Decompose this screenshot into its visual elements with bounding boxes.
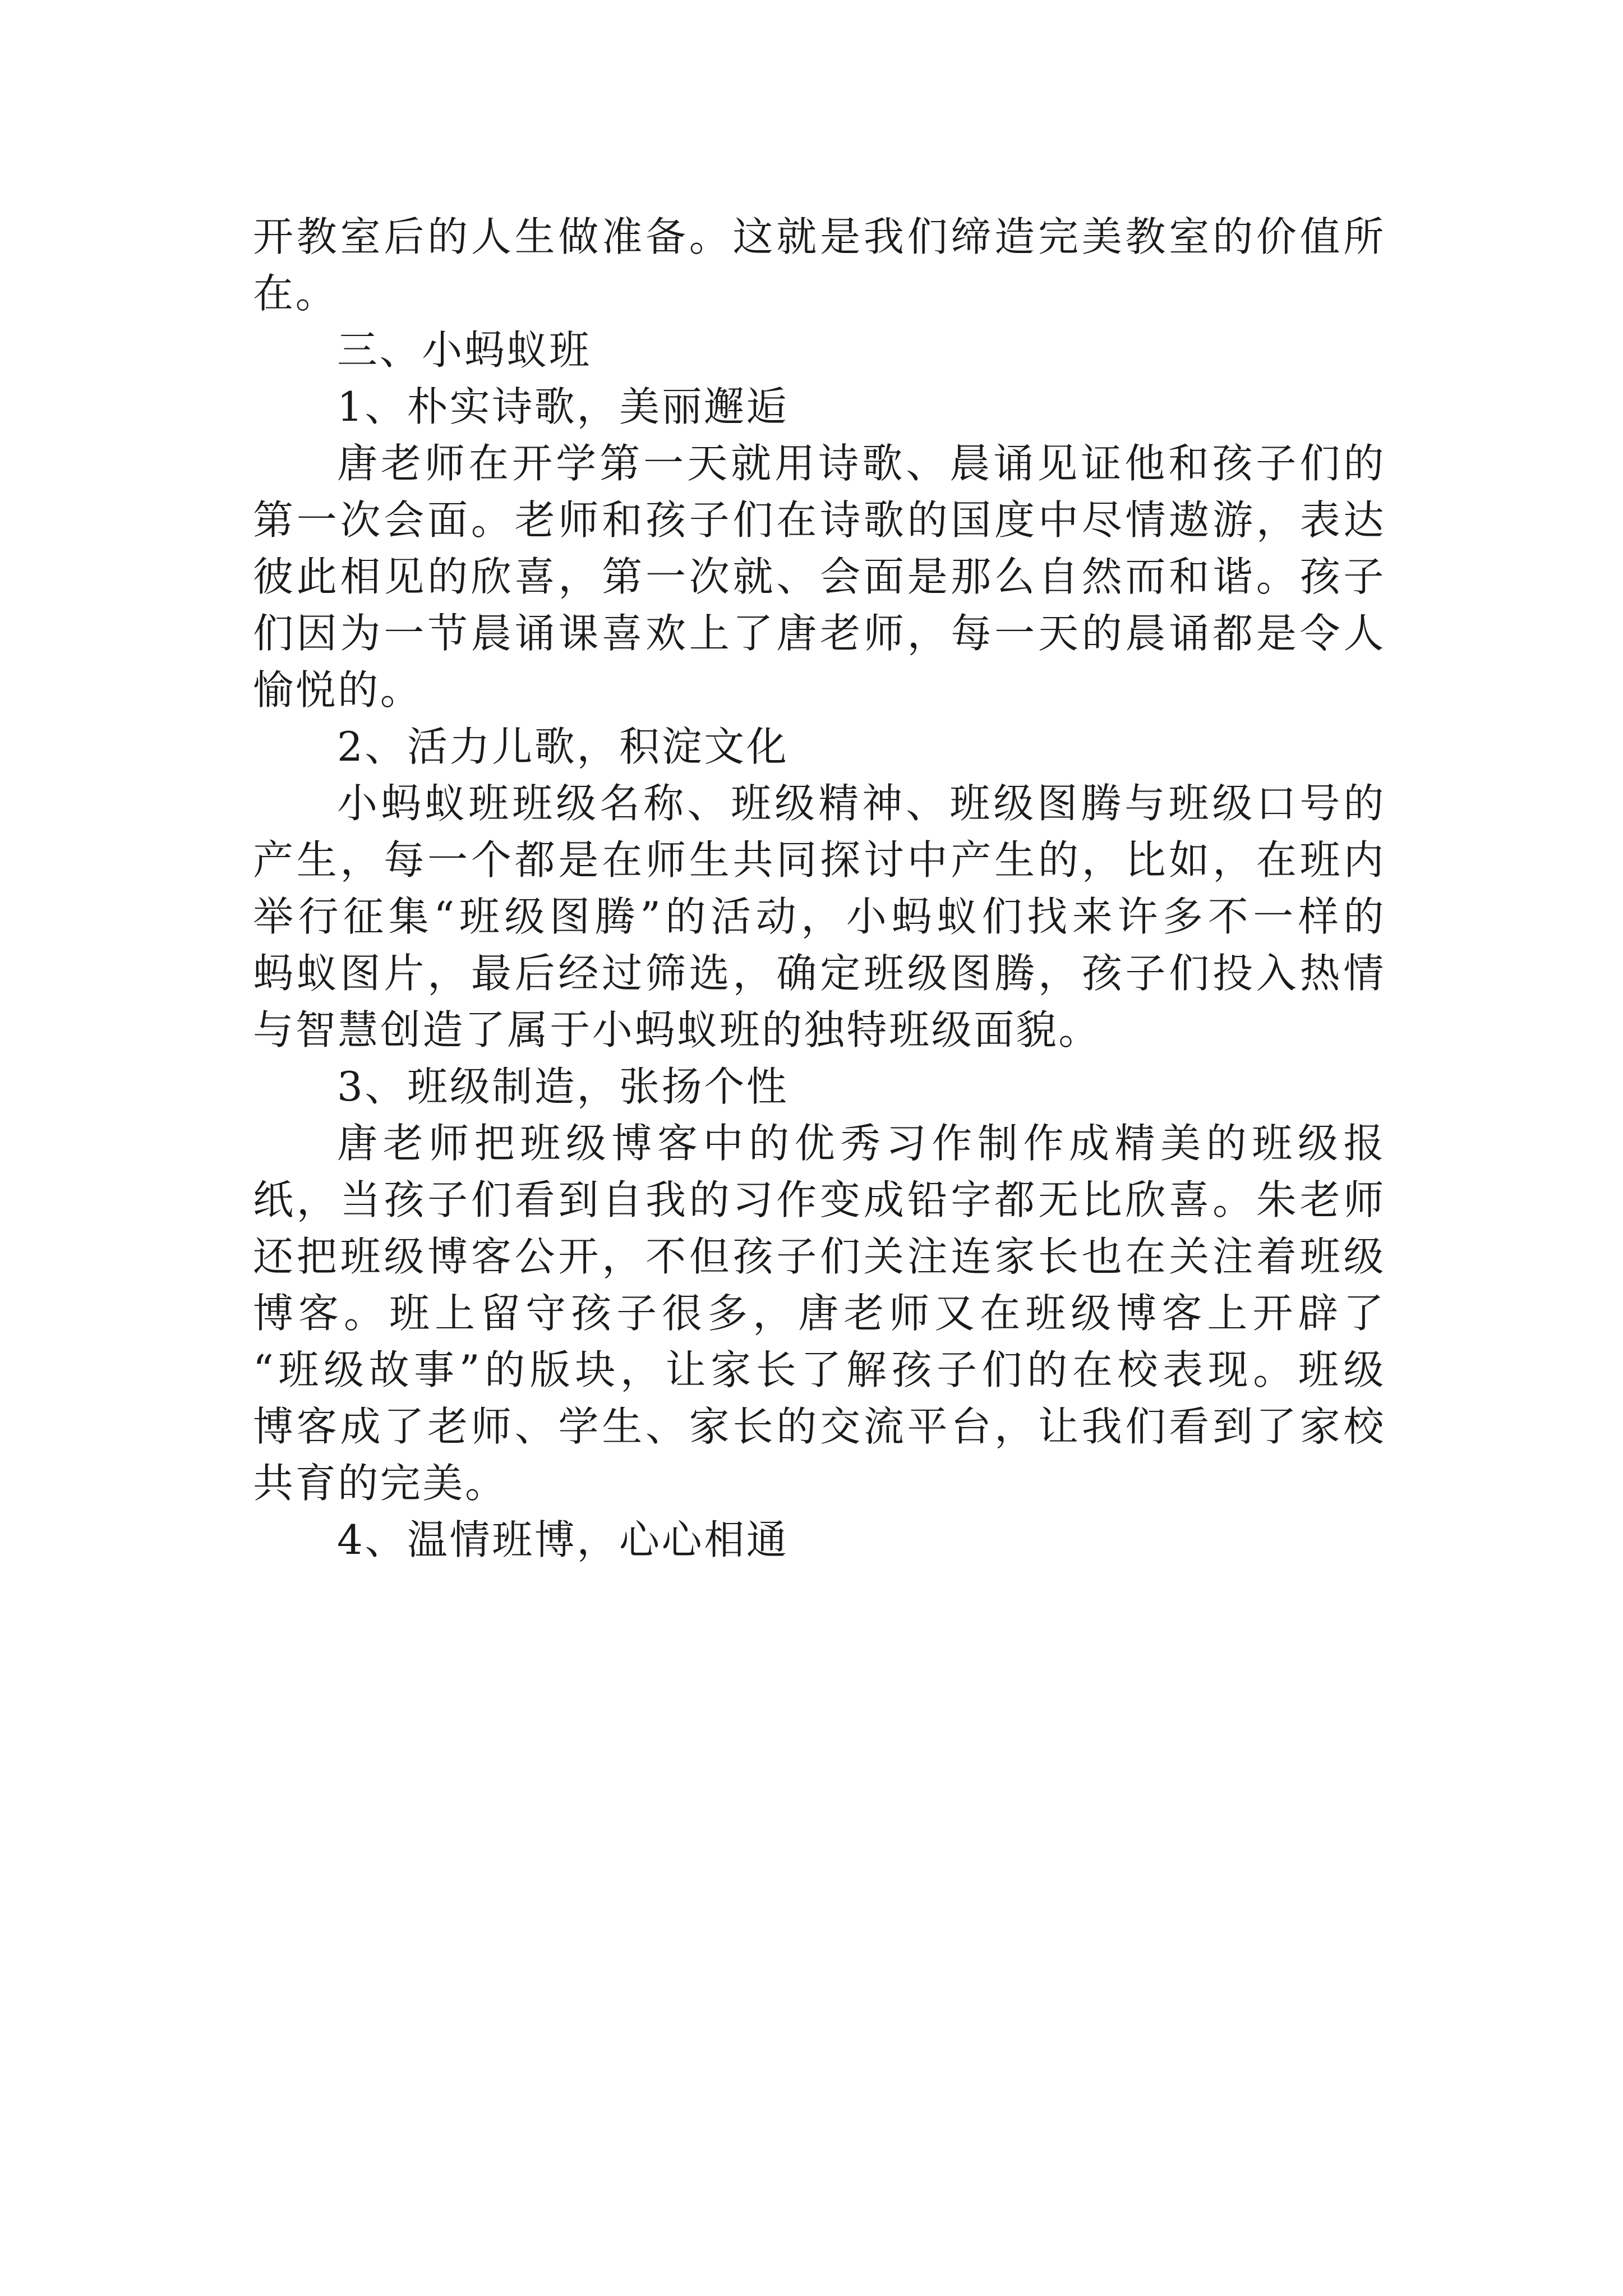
subsection-heading: 1、朴实诗歌，美丽邂逅 [337,383,789,430]
paragraph-line: 彼此相见的欣喜，第一次就、会面是那么自然而和谐。孩子 [253,553,1386,600]
document-page [253,209,1386,1568]
subsection-heading: 2、活力儿歌，积淀文化 [337,723,789,770]
paragraph-line: 唐老师在开学第一天就用诗歌、晨诵见证他和孩子们的 [337,440,1386,487]
paragraph-line: 蚂蚁图片，最后经过筛选，确定班级图腾，孩子们投入热情 [253,950,1386,997]
paragraph-line: 在。 [253,270,338,317]
paragraph-line: 小蚂蚁班班级名称、班级精神、班级图腾与班级口号的 [337,780,1386,827]
paragraph-line: 唐老师把班级博客中的优秀习作制作成精美的班级报 [337,1120,1386,1167]
paragraph-line: 们因为一节晨诵课喜欢上了唐老师，每一天的晨诵都是令人 [253,610,1386,657]
paragraph-line: “班级故事”的版块，让家长了解孩子们的在校表现。班级 [253,1346,1386,1393]
paragraph-line: 举行征集“班级图腾”的活动，小蚂蚁们找来许多不一样的 [253,893,1386,940]
paragraph-line: 博客成了老师、学生、家长的交流平台，让我们看到了家校 [253,1403,1386,1450]
paragraph-line: 愉悦的。 [253,666,423,714]
paragraph-line: 第一次会面。老师和孩子们在诗歌的国度中尽情遨游，表达 [253,496,1386,544]
paragraph-line: 开教室后的人生做准备。这就是我们缔造完美教室的价值所 [253,213,1386,260]
subsection-heading: 3、班级制造，张扬个性 [337,1063,789,1110]
subsection-heading: 4、温情班博，心心相通 [337,1516,789,1563]
paragraph-line: 博客。班上留守孩子很多，唐老师又在班级博客上开辟了 [253,1290,1386,1337]
paragraph-line: 共育的完美。 [253,1460,508,1507]
paragraph-line: 还把班级博客公开，不但孩子们关注连家长也在关注着班级 [253,1233,1386,1280]
paragraph-line: 产生，每一个都是在师生共同探讨中产生的，比如，在班内 [253,836,1386,884]
section-heading: 三、小蚂蚁班 [337,326,592,374]
paragraph-line: 与智慧创造了属于小蚂蚁班的独特班级面貌。 [253,1006,1101,1053]
paragraph-line: 纸，当孩子们看到自我的习作变成铅字都无比欣喜。朱老师 [253,1176,1386,1223]
